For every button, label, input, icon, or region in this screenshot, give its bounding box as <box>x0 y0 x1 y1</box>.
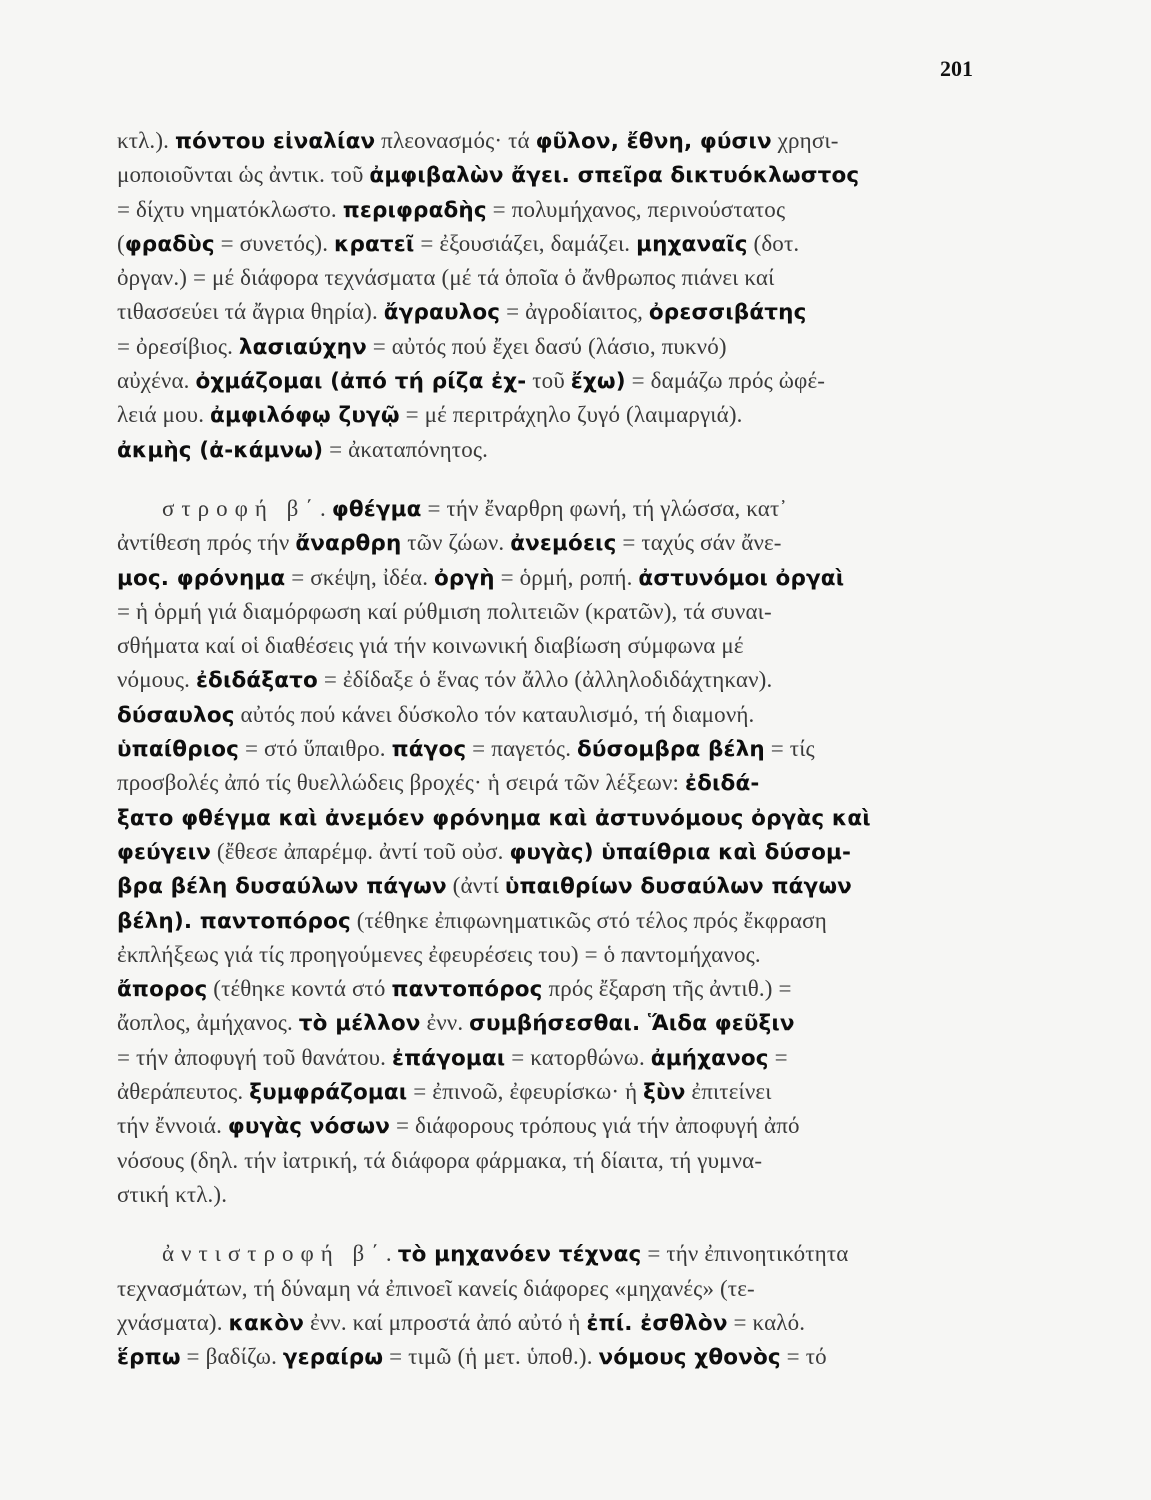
gloss-text: = αὐτός πού ἔχει δασύ (λάσιο, πυκνό) <box>366 333 727 359</box>
lemma-term: ἐπί. ἐσθλὸν <box>586 1310 728 1336</box>
text-line <box>117 227 1007 261</box>
lemma-term: μηχαναῖς <box>636 231 748 257</box>
lemma-term: βέλη). παντοπόρος <box>117 908 351 934</box>
gloss-text: ὀργαν.) = μέ διάφορα τεχνάσματα (μέ τά ὁποῖα ὁ ἄνθρωπος πιάνει καί <box>117 265 775 291</box>
text-line <box>117 938 1007 972</box>
lemma-term: ἀκμὴς (ἀ-κάμνω) <box>117 437 324 463</box>
text-line <box>117 1075 1007 1109</box>
gloss-text: τήν ἔννοιά. <box>117 1113 228 1139</box>
gloss-text: = δαμάζω πρός ὠφέ- <box>625 368 826 394</box>
gloss-text: τιθασσεύει τά ἄγρια θηρία). <box>117 299 384 325</box>
text-line <box>117 433 1007 467</box>
gloss-text: ἐκπλήξεως γιά τίς προηγούμενες ἐφευρέσεις του) = ὁ παντομήχανος. <box>117 941 761 967</box>
gloss-text: ἐνν. καί μπροστά ἀπό αὐτό ἡ <box>304 1309 587 1335</box>
text-line <box>117 295 1007 329</box>
gloss-text: = συνετός). <box>214 230 335 256</box>
gloss-text: τοῦ <box>526 368 571 394</box>
commentary-text <box>117 124 1007 1374</box>
text-line <box>117 595 1007 629</box>
gloss-text: = ἀκαταπόνητος. <box>323 436 488 462</box>
gloss-text: = διάφορους τρόπους γιά τήν ἀποφυγή ἀπό <box>390 1113 800 1139</box>
lemma-term: ἕρπω <box>117 1345 181 1371</box>
text-line <box>117 1109 1007 1143</box>
gloss-text: = τήν ἀποφυγή τοῦ θανάτου. <box>117 1044 392 1070</box>
gloss-text: πλεονασμός· τά <box>375 128 536 153</box>
lemma-term: νόμους χθονὸς <box>598 1345 781 1371</box>
text-line <box>117 629 1007 663</box>
text-line <box>117 364 1007 398</box>
text-line <box>117 526 1007 560</box>
lemma-term: ξατο φθέγμα καὶ ἀνεμόεν φρόνημα καὶ ἀστυνόμους ὀργὰς καὶ <box>117 805 871 831</box>
page-number: 201 <box>940 56 973 81</box>
text-line <box>117 972 1007 1006</box>
lemma-term: ἔχω) <box>570 369 626 395</box>
text-line <box>117 1006 1007 1040</box>
gloss-text: . <box>385 1241 398 1267</box>
gloss-text: = κατορθώνω. <box>505 1044 651 1070</box>
lemma-term: ἀνεμόεις <box>510 531 617 557</box>
text-line <box>117 492 1007 526</box>
lemma-term: λασιαύχην <box>238 334 367 360</box>
lemma-term: φυγὰς νόσων <box>227 1114 391 1140</box>
gloss-text: πρός ἔξαρση τῆς ἀντιθ.) = <box>542 976 792 1002</box>
gloss-text: χνάσματα). <box>117 1309 229 1335</box>
lemma-term: κρατεῖ <box>334 231 415 257</box>
gloss-text: = σκέψη, ἰδέα. <box>285 564 434 590</box>
gloss-text: τεχνασμάτων, τή δύναμη νά ἐπινοεῖ κανείς διάφορες «μηχανές» (τε- <box>117 1275 755 1301</box>
gloss-text: = δίχτυ νηματόκλωστο. <box>117 196 343 222</box>
text-line <box>117 663 1007 697</box>
text-line <box>117 261 1007 295</box>
lemma-term: ἄγραυλος <box>383 300 501 326</box>
lemma-term: ἀστυνόμοι ὀργαὶ <box>638 565 845 591</box>
lemma-term: πόντου εἰναλίαν <box>174 129 376 154</box>
gloss-text: = βαδίζω. <box>180 1344 283 1370</box>
lemma-term: τὸ μηχανόεν τέχνας <box>397 1242 642 1268</box>
text-line <box>117 732 1007 766</box>
gloss-text: = παγετός. <box>466 736 577 762</box>
text-line <box>117 1041 1007 1075</box>
gloss-text: = τίς <box>764 736 815 762</box>
gloss-text: (ἀντί <box>446 873 505 899</box>
gloss-text: = ἡ ὁρμή γιά διαμόρφωση καί ρύθμιση πολιτειῶν (κρατῶν), τά συναι- <box>117 598 772 624</box>
text-line <box>117 801 1007 835</box>
gloss-text: = ἐξουσιάζει, δαμάζει. <box>414 230 637 256</box>
lemma-term: συμβήσεσθαι. Ἅιδα φεῦξιν <box>469 1011 795 1037</box>
gloss-text: = στό ὕπαιθρο. <box>239 736 392 762</box>
gloss-text: αὐτός πού κάνει δύσκολο τόν καταυλισμό, τή διαμονή. <box>234 701 755 727</box>
lemma-term: ἐπάγομαι <box>392 1045 506 1071</box>
text-line <box>117 330 1007 364</box>
text-line <box>117 1237 1007 1271</box>
lemma-term: κακὸν <box>228 1310 305 1336</box>
text-line <box>117 1178 1007 1212</box>
text-line <box>117 124 1007 158</box>
gloss-text: προσβολές ἀπό τίς θυελλώδεις βροχές· ἡ σειρά τῶν λέξεων: <box>117 770 685 796</box>
gloss-text: νόσους (δηλ. τήν ἰατρική, τά διάφορα φάρμακα, τή δίαιτα, τή γυμνα- <box>117 1147 763 1173</box>
lemma-term: μος. φρόνημα <box>117 565 286 591</box>
text-line <box>117 561 1007 595</box>
lemma-term: ἀμφιβαλὼν ἄγει. σπεῖρα δικτυόκλωστος <box>369 163 860 189</box>
lemma-term: πάγος <box>391 737 467 763</box>
lemma-term: ὑπαιθρίων δυσαύλων πάγων <box>504 874 852 900</box>
lemma-term: γεραίρω <box>282 1345 384 1371</box>
gloss-text: = καλό. <box>727 1309 806 1335</box>
section-heading: στροφή β΄ <box>162 495 321 521</box>
lemma-term: φυγὰς) ὑπαίθρια καὶ δύσομ- <box>509 839 852 865</box>
gloss-text: = ὁρμή, ροπή. <box>494 564 639 590</box>
gloss-text: ( <box>117 230 125 256</box>
gloss-text: . <box>320 495 332 521</box>
lemma-term: δύσαυλος <box>117 702 235 728</box>
gloss-text: (τέθηκε ἐπιφωνηματικῶς στό τέλος πρός ἔκφραση <box>350 907 827 933</box>
lemma-term: παντοπόρος <box>391 977 543 1003</box>
gloss-text: = πολυμήχανος, περινούστατος <box>486 196 786 222</box>
lemma-term: περιφραδὴς <box>342 197 487 223</box>
text-line <box>117 158 1007 192</box>
gloss-text: νόμους. <box>117 667 196 693</box>
lemma-term: ὀρεσσιβάτης <box>648 300 807 326</box>
text-line <box>117 193 1007 227</box>
lemma-term: ἀμφιλόφῳ ζυγῷ <box>210 403 400 429</box>
lemma-term: βρα βέλη δυσαύλων πάγων <box>117 874 447 900</box>
gloss-text: ἄοπλος, ἀμήχανος. <box>117 1010 299 1036</box>
lemma-term: δύσομβρα βέλη <box>577 737 765 763</box>
gloss-text: ἀθεράπευτος. <box>117 1079 250 1105</box>
text-line <box>117 869 1007 903</box>
gloss-text: = τιμῶ (ἡ μετ. ὑποθ.). <box>383 1344 599 1370</box>
gloss-text: (τέθηκε κοντά στό <box>207 976 392 1002</box>
text-line <box>117 698 1007 732</box>
lemma-term: ἐδιδά- <box>684 771 760 797</box>
text-line <box>117 1144 1007 1178</box>
gloss-text: ἀντίθεση πρός τήν <box>117 530 296 556</box>
gloss-text: = ὀρεσίβιος. <box>117 333 239 359</box>
gloss-text: = <box>768 1044 788 1070</box>
lemma-term: ὀργὴ <box>434 565 495 591</box>
gloss-text: = ἐδίδαξε ὁ ἕνας τόν ἄλλο (ἀλληλοδιδάχτηκαν). <box>317 667 773 693</box>
gloss-text: τῶν ζώων. <box>401 530 511 556</box>
gloss-text: = ἐπινοῶ, ἐφευρίσκω· ἡ <box>407 1079 644 1105</box>
gloss-text: = ἀγροδίαιτος, <box>500 299 649 325</box>
gloss-text: = τήν ἔναρθρη φωνή, τή γλώσσα, κατ᾽ <box>421 495 788 521</box>
text-line <box>117 1306 1007 1340</box>
lemma-term: φθέγμα <box>331 496 422 522</box>
section-heading: ἀντιστροφή β΄ <box>162 1241 386 1267</box>
lemma-term: ἄναρθρη <box>295 531 402 557</box>
gloss-text: = μέ περιτράχηλο ζυγό (λαιμαργιά). <box>399 402 743 428</box>
lemma-term: ἀμήχανος <box>650 1045 769 1071</box>
gloss-text: κτλ.). <box>117 128 175 153</box>
lemma-term: φεύγειν <box>117 839 211 865</box>
text-line <box>117 766 1007 800</box>
text-line <box>117 1272 1007 1306</box>
gloss-text: (δοτ. <box>747 230 800 256</box>
lemma-term: ἐδιδάξατο <box>195 668 318 694</box>
gloss-text: στική κτλ.). <box>117 1181 228 1207</box>
lemma-term: ὑπαίθριος <box>117 737 240 763</box>
gloss-text: σθήματα καί οἱ διαθέσεις γιά τήν κοινωνική διαβίωση σύμφωνα μέ <box>117 633 744 659</box>
lemma-term: τὸ μέλλον <box>298 1011 421 1037</box>
gloss-text: = ταχύς σάν ἄνε- <box>616 530 782 556</box>
lemma-term: ξυμφράζομαι <box>249 1080 408 1106</box>
lemma-term: ὀχμάζομαι (ἀπό τή ρίζα ἐχ- <box>195 369 527 395</box>
gloss-text: χρησι- <box>771 128 839 153</box>
gloss-text: αὐχένα. <box>117 368 196 394</box>
text-line <box>117 1340 1007 1374</box>
text-line <box>117 904 1007 938</box>
lemma-term: ἄπορος <box>117 977 208 1003</box>
gloss-text: (ἔθεσε ἀπαρέμφ. ἀντί τοῦ οὐσ. <box>211 838 510 864</box>
gloss-text: = τό <box>780 1344 827 1370</box>
lemma-term: φῦλον, ἔθνη, φύσιν <box>535 129 772 154</box>
gloss-text: ἐνν. <box>420 1010 470 1036</box>
lemma-term: ξὺν <box>643 1080 686 1106</box>
text-line <box>117 835 1007 869</box>
gloss-text: ἐπιτείνει <box>685 1079 772 1105</box>
lemma-term: φραδὺς <box>124 231 215 257</box>
gloss-text: λειά μου. <box>117 402 211 428</box>
gloss-text: μοποιοῦνται ὡς ἀντικ. τοῦ <box>117 162 370 188</box>
text-line <box>117 398 1007 432</box>
gloss-text: = τήν ἐπινοητικότητα <box>641 1241 849 1267</box>
